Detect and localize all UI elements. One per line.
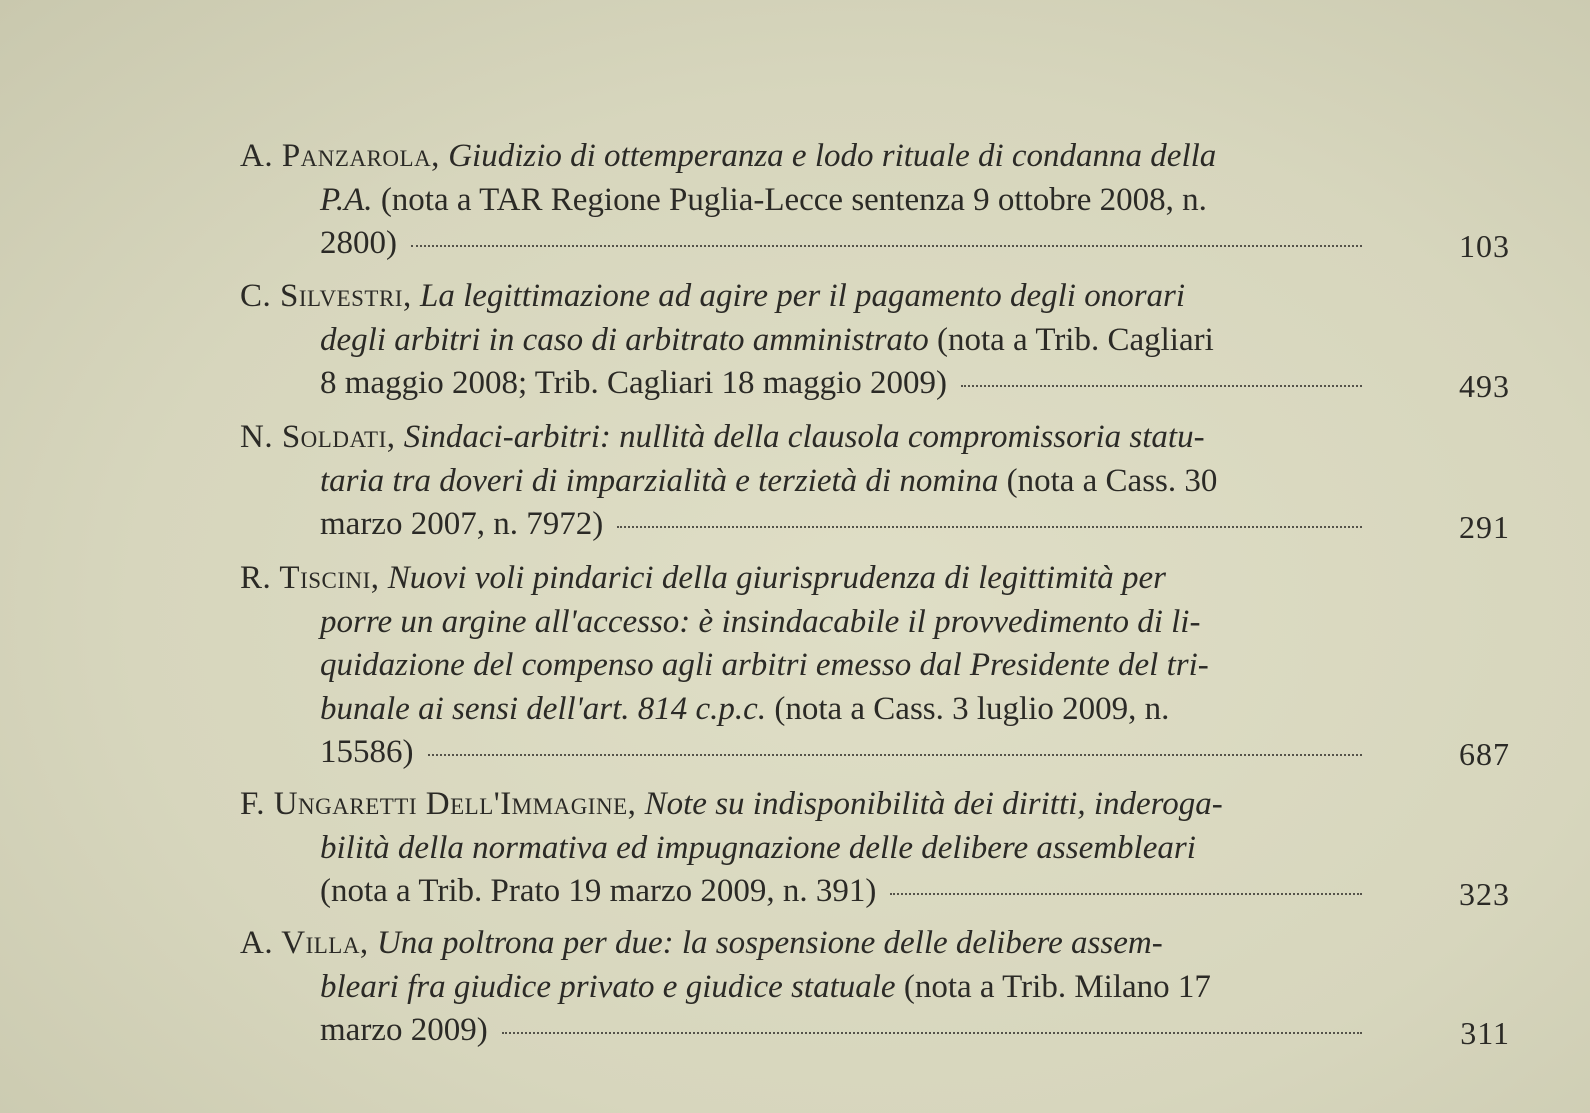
entry-line — [320, 460, 1370, 504]
entry-title: taria tra doveri di imparzialità e terzietà di nomina — [320, 462, 999, 499]
entry-note: (nota a Trib. Cagliari — [928, 321, 1214, 358]
entry-note: 2800) — [320, 225, 397, 261]
entry-line — [320, 179, 1370, 223]
entry-author: C. Silvestri, — [240, 278, 412, 314]
entry-line — [320, 601, 1370, 645]
entry-title: bunale ai sensi dell'art. 814 c.p.c. — [320, 690, 767, 727]
entry-title: porre un argine all'accesso: è insindacabile il provvedimento di li- — [320, 603, 1201, 640]
entry-title: Una poltrona per due: la sospensione delle delibere assem- — [376, 925, 1163, 961]
entry-line — [240, 135, 1370, 179]
entry-line — [320, 503, 1370, 547]
entry-line — [240, 416, 1370, 460]
entry-page-number: 687 — [1459, 736, 1510, 772]
entry-note: 15586) — [320, 734, 414, 770]
entry-line — [240, 275, 1370, 319]
entry-note: marzo 2007, n. 7972) — [320, 506, 604, 542]
entry-title: bleari fra giudice privato e giudice statuale — [320, 968, 896, 1005]
entry-note: (nota a Cass. 3 luglio 2009, n. — [766, 690, 1170, 727]
entry-author: R. Tiscini, — [240, 560, 380, 596]
entry-title: La legittimazione ad agire per il pagamento degli onorari — [419, 278, 1186, 314]
entry-author: A. Panzarola, — [240, 138, 440, 174]
entry-line — [320, 319, 1370, 363]
entry-line — [320, 688, 1370, 732]
index-entry — [240, 135, 1510, 266]
dot-leader — [502, 1032, 1362, 1034]
entry-page-number: 291 — [1459, 509, 1510, 545]
entry-note: (nota a Trib. Milano 17 — [895, 968, 1211, 1005]
entry-line — [240, 922, 1370, 966]
entry-author: A. Villa, — [240, 925, 369, 961]
dot-leader — [617, 526, 1362, 528]
dot-leader — [428, 754, 1363, 756]
entry-title: P.A. — [320, 181, 373, 218]
entry-line — [240, 783, 1370, 827]
entry-line — [320, 1009, 1370, 1053]
entry-title: bilità della normativa ed impugnazione delle delibere assembleari — [320, 829, 1196, 866]
entry-title: Nuovi voli pindarici della giurisprudenza di legittimità per — [387, 560, 1167, 596]
index-entry — [240, 275, 1510, 406]
entry-line — [320, 222, 1370, 266]
entry-author: F. Ungaretti Dell'Immagine, — [240, 786, 637, 822]
entry-page-number: 311 — [1460, 1015, 1510, 1051]
dot-leader — [890, 893, 1362, 895]
index-entry — [240, 922, 1510, 1053]
entry-author: N. Soldati, — [240, 419, 396, 455]
entry-title: Note su indisponibilità dei diritti, inderoga- — [644, 786, 1223, 822]
dot-leader — [411, 245, 1362, 247]
entry-line — [320, 870, 1370, 914]
entry-title: degli arbitri in caso di arbitrato amministrato — [320, 321, 929, 358]
entry-note: (nota a Trib. Prato 19 marzo 2009, n. 391) — [320, 873, 877, 909]
entry-note: 8 maggio 2008; Trib. Cagliari 18 maggio 2009) — [320, 365, 947, 401]
entry-page-number: 323 — [1459, 876, 1510, 912]
entry-line — [240, 557, 1370, 601]
entry-line — [320, 644, 1370, 688]
entry-title: Sindaci-arbitri: nullità della clausola compromissoria statu- — [403, 419, 1205, 455]
entry-title: quidazione del compenso agli arbitri emesso dal Presidente del tri- — [320, 647, 1209, 683]
entry-line — [320, 362, 1370, 406]
entry-page-number: 493 — [1459, 368, 1510, 404]
entry-line — [320, 731, 1370, 775]
entry-line — [320, 827, 1370, 871]
entry-note: marzo 2009) — [320, 1012, 488, 1048]
entry-line — [320, 966, 1370, 1010]
index-entry — [240, 783, 1510, 914]
entry-title: Giudizio di ottemperanza e lodo rituale di condanna della — [448, 138, 1217, 174]
index-entry — [240, 557, 1510, 775]
index-entry — [240, 416, 1510, 547]
entry-note: (nota a TAR Regione Puglia-Lecce sentenza 9 ottobre 2008, n. — [372, 181, 1207, 218]
dot-leader — [961, 385, 1362, 387]
entry-page-number: 103 — [1459, 228, 1510, 264]
entry-note: (nota a Cass. 30 — [998, 462, 1218, 499]
